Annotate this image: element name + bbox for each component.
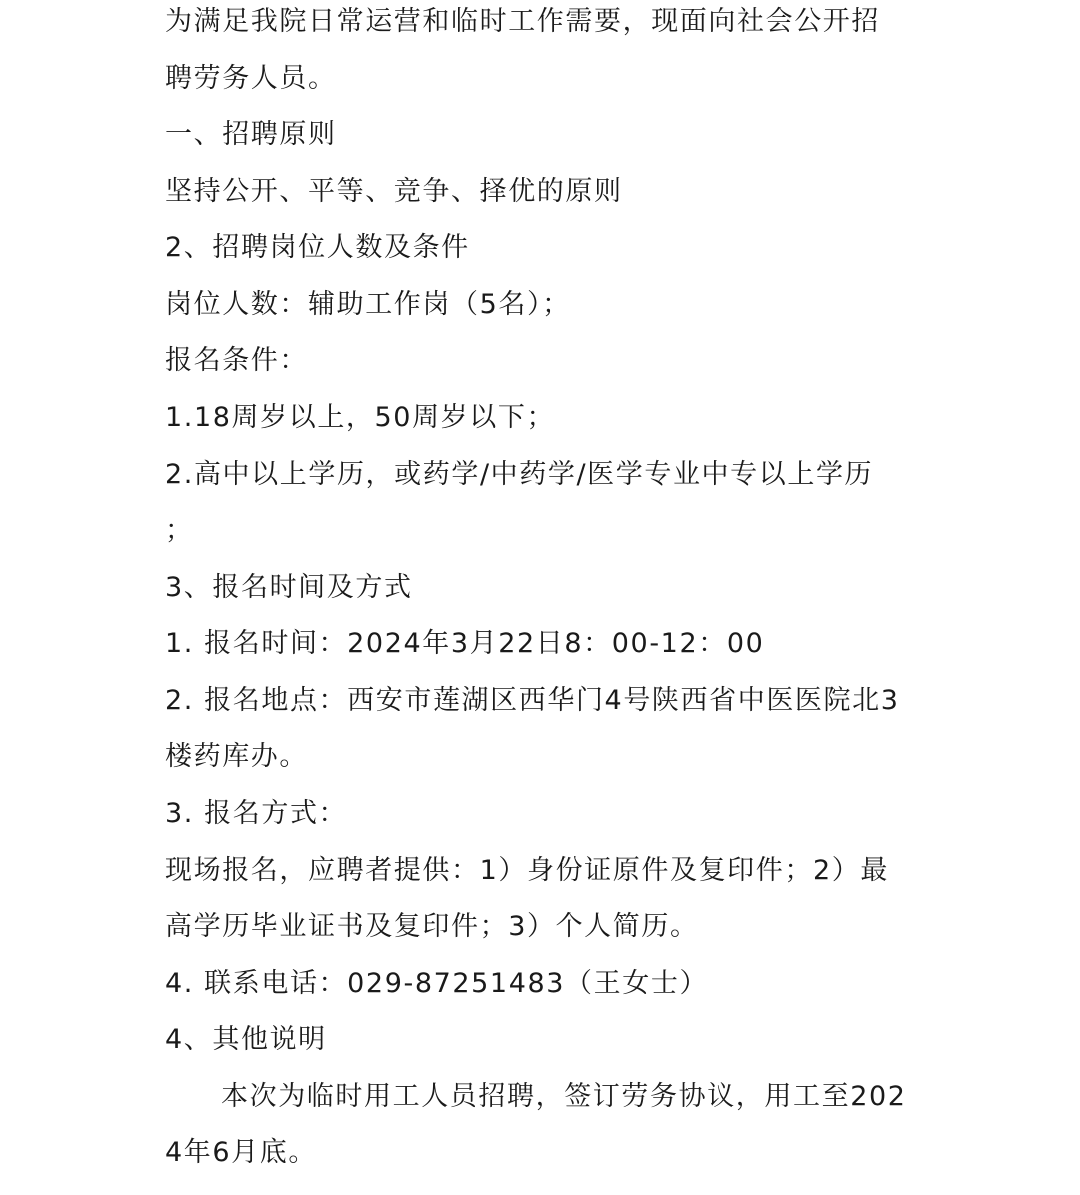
text-line: 高学历毕业证书及复印件；3）个人简历。 xyxy=(165,911,699,942)
text-line: 3. 报名方式： xyxy=(165,798,348,829)
text-line: 2. 报名地点：西安市莲湖区西华门4号陕西省中医医院北3 xyxy=(165,685,900,716)
section-heading: 一、招聘原则 xyxy=(165,119,337,150)
text-line: 为满足我院日常运营和临时工作需要，现面向社会公开招 xyxy=(165,6,880,37)
section-heading: 3、报名时间及方式 xyxy=(165,572,413,603)
text-line: 聘劳务人员。 xyxy=(165,63,337,94)
text-line: 现场报名，应聘者提供：1）身份证原件及复印件；2）最 xyxy=(165,855,889,886)
text-line: 4. 联系电话：029-87251483（王女士） xyxy=(165,968,709,999)
text-line: 报名条件： xyxy=(165,345,308,376)
text-line: 1. 报名时间：2024年3月22日8：00-12：00 xyxy=(165,628,765,659)
text-line: ； xyxy=(165,515,194,546)
text-line: 1.18周岁以上，50周岁以下； xyxy=(165,402,556,433)
text-line: 2.高中以上学历，或药学/中药学/医学专业中专以上学历 xyxy=(165,459,874,490)
section-heading: 4、其他说明 xyxy=(165,1024,327,1055)
text-line: 楼药库办。 xyxy=(165,741,308,772)
text-line: 坚持公开、平等、竞争、择优的原则 xyxy=(165,176,623,207)
section-heading: 2、招聘岗位人数及条件 xyxy=(165,232,470,263)
text-line: 4年6月底。 xyxy=(165,1137,317,1168)
text-line: 岗位人数：辅助工作岗（5名）； xyxy=(165,289,571,320)
text-line: 本次为临时用工人员招聘，签订劳务协议，用工至202 xyxy=(221,1081,907,1112)
